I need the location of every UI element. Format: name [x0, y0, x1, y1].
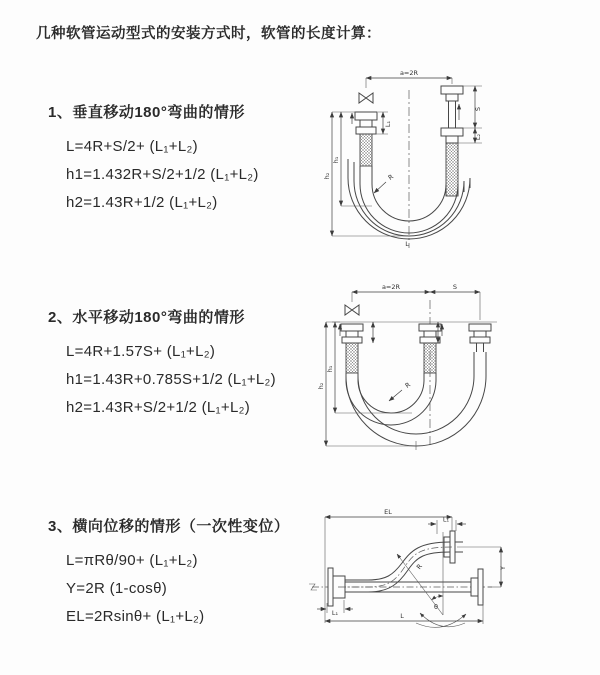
right-flange-assembly: [441, 86, 463, 196]
dim-label-length: L: [405, 240, 409, 248]
dim-label-h-inner: h₁: [332, 156, 340, 164]
valve-icon: [345, 305, 359, 315]
page-title: 几种软管运动型式的安装方式时，软管的长度计算：: [36, 26, 381, 42]
dim-label-fitting-right: L₂: [474, 133, 482, 141]
section-2-formula-h2: h2=1.43R+S/2+1/2 (L₁+L₂): [66, 399, 251, 416]
diagram-vertical-180-bend: [312, 66, 564, 256]
dim-label-radius: R: [386, 172, 396, 182]
braid-section: [424, 343, 436, 373]
dim-label-radius: R: [414, 562, 424, 572]
section-1-formula-h2: h2=1.43R+1/2 (L₁+L₂): [66, 194, 218, 211]
dim-label-width: a=2R: [399, 69, 419, 77]
valve-icon: [359, 93, 373, 103]
construction-lines: [397, 532, 466, 627]
dim-label-stroke: S: [452, 283, 458, 291]
dim-label-angle: θ: [434, 603, 438, 611]
braid-section: [360, 134, 372, 166]
section-3-formula-L: L=πRθ/90+ (L₁+L₂): [66, 552, 198, 569]
u-bend-hose: [346, 352, 486, 446]
dim-label-h-inner: h₁: [326, 365, 334, 373]
dim-label-radius: R: [403, 380, 413, 390]
dim-label-h-outer: h₂: [323, 172, 331, 180]
section-2: [48, 306, 276, 422]
braid-section: [446, 143, 458, 196]
section-2-formula-h1: h1=1.43R+0.785S+1/2 (L₁+L₂): [66, 371, 276, 388]
s-curve-hose: [338, 542, 452, 592]
section-2-heading: 2、水平移动180°弯曲的情形: [48, 309, 245, 326]
left-flange-assembly: [341, 324, 363, 373]
section-3-heading: 3、横向位移的情形（一次性变位）: [48, 518, 290, 535]
section-3-formula-EL: EL=2Rsinθ+ (L₁+L₂): [66, 608, 205, 625]
dim-label-stroke: S: [474, 106, 482, 112]
left-flange-assembly: [355, 112, 377, 166]
braid-section: [346, 343, 358, 373]
dim-label-fitting-top: L₁: [442, 515, 450, 524]
section-1: [48, 101, 259, 217]
dim-label-fitting-left: L₁: [331, 609, 339, 617]
section-1-heading: 1、垂直移动180°弯曲的情形: [48, 104, 245, 121]
section-3-formula-Y: Y=2R (1-cosθ): [66, 580, 168, 597]
diagram-lateral-displacement: [300, 502, 597, 642]
dim-label-offset: Y: [499, 566, 507, 570]
section-3: [48, 515, 289, 631]
dim-label-el: EL: [384, 508, 392, 516]
dim-label-h-outer: h₂: [317, 382, 325, 390]
section-1-formula-L: L=4R+S/2+ (L₁+L₂): [66, 138, 198, 155]
dim-label-length: L: [400, 612, 404, 620]
right-flange-assembly: [469, 324, 491, 352]
dim-label-width: a=2R: [381, 283, 401, 291]
section-1-formula-h1: h1=1.432R+S/2+1/2 (L₁+L₂): [66, 166, 259, 183]
section-2-formula-L: L=4R+1.57S+ (L₁+L₂): [66, 343, 216, 360]
dim-label-fitting-left: L₁: [384, 120, 392, 128]
diagram-horizontal-180-bend: [312, 280, 564, 455]
